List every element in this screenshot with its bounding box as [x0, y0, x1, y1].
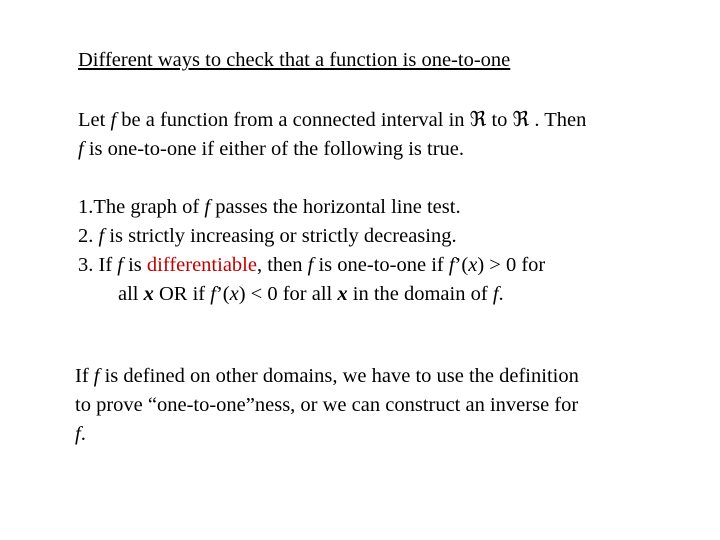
outro-line-2: to prove “one-to-one”ness, or we can construct an inverse for: [75, 394, 579, 416]
list-item-3: 3. If f is differentiable, then f is one-to-one if f’(x) > 0 for: [78, 254, 546, 276]
intro-line-2: f is one-to-one if either of the following is true.: [78, 138, 464, 160]
list-item-1: 1.The graph of f passes the horizontal line test.: [78, 196, 461, 218]
outro-line-3: f.: [75, 423, 86, 445]
real-numbers-symbol: ℜ: [469, 109, 487, 131]
list-item-2: 2. f is strictly increasing or strictly decreasing.: [78, 225, 457, 247]
outro-line-1: If f is defined on other domains, we have to use the definition: [75, 365, 579, 387]
slide-title: Different ways to check that a function is one-to-one: [78, 49, 511, 71]
list-item-3-continued: all x OR if f’(x) < 0 for all x in the domain of f.: [118, 283, 504, 305]
real-numbers-symbol: ℜ: [512, 109, 530, 131]
intro-line-1: Let f be a function from a connected interval in ℜ to ℜ . Then: [78, 109, 587, 131]
highlighted-term: differentiable: [146, 254, 257, 276]
